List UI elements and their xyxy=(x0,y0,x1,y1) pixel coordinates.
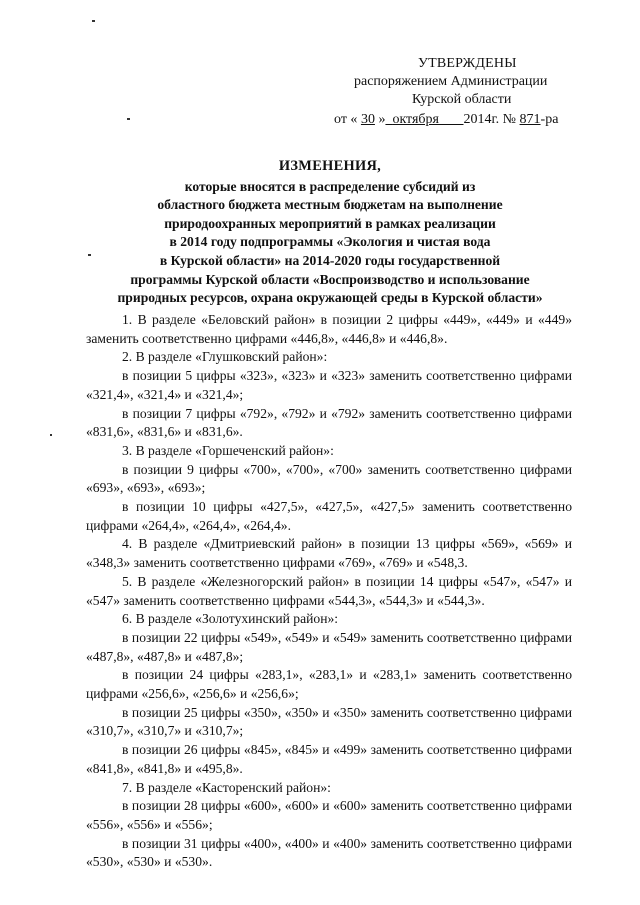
order-number: 871 xyxy=(519,112,541,127)
paragraph-subitem: в позиции 31 цифры «400», «400» и «400» заменить соответственно цифрами «530», «530» и «530». xyxy=(86,835,572,870)
scan-speck xyxy=(127,118,130,120)
paragraph-subitem: в позиции 7 цифры «792», «792» и «792» заменить соответственно цифрами «831,6», «831,6» и «831,6». xyxy=(86,405,572,440)
heading-line: областного бюджета местным бюджетам на выполнение xyxy=(157,197,503,213)
heading-line: в Курской области» на 2014-2020 годы государственной xyxy=(159,252,501,268)
approval-stamp xyxy=(320,55,610,129)
heading-line: программы Курской области «Воспроизводство и использование xyxy=(130,271,530,287)
heading-line: природных ресурсов, охрана окружающей среды в Курской области» xyxy=(117,290,543,306)
date-month: октября xyxy=(392,112,439,127)
approval-date-line xyxy=(320,111,610,129)
heading-line: которые вносятся в распределение субсидий из xyxy=(184,178,476,194)
approval-title: УТВЕРЖДЕНЫ xyxy=(418,56,517,71)
paragraph-subitem: в позиции 26 цифры «845», «845» и «499» заменить соответственно цифрами «841,8», «841,8» и «495,8». xyxy=(86,742,572,776)
scan-speck xyxy=(92,20,95,22)
date-mid: » xyxy=(378,112,386,127)
paragraph-item-7: 7. В разделе «Касторенский район»: xyxy=(122,779,331,795)
paragraph-subitem: в позиции 25 цифры «350», «350» и «350» заменить соответственно цифрами «310,7», «310,7» и «310,7»; xyxy=(86,704,572,739)
paragraph-subitem: в позиции 28 цифры «600», «600» и «600» заменить соответственно цифрами «556», «556» и «556»; xyxy=(86,798,572,832)
paragraph-item-1: 1. В разделе «Беловский район» в позиции 2 цифры «449», «449» и «449» заменить соответственно цифрами «446,8», «446,8» и «446,8». xyxy=(86,312,572,346)
heading-line: в 2014 году подпрограммы «Экология и чистая вода xyxy=(169,234,491,250)
scan-speck xyxy=(50,434,52,436)
paragraph-item-3: 3. В разделе «Горшеченский район»: xyxy=(122,442,334,458)
date-prefix: от « xyxy=(334,112,358,127)
heading-line: природоохранных мероприятий в рамках реализации xyxy=(164,215,496,231)
document-heading xyxy=(60,157,600,308)
paragraph-subitem: в позиции 24 цифры «283,1», «283,1» и «283,1» заменить соответственно цифрами «256,6», «256,6» и «256,6»; xyxy=(86,667,572,702)
heading-title: ИЗМЕНЕНИЯ, xyxy=(278,158,382,174)
document-body xyxy=(86,311,572,872)
order-suffix: -ра xyxy=(540,112,559,127)
paragraph-item-6: 6. В разделе «Золотухинский район»: xyxy=(122,611,339,627)
paragraph-subitem: в позиции 5 цифры «323», «323» и «323» заменить соответственно цифрами «321,4», «321,4» и «321,4»; xyxy=(86,368,572,402)
paragraph-item-4: 4. В разделе «Дмитриевский район» в позиции 13 цифры «569», «569» и «348,3» заменить соответственно цифрами «769», «769» и «548,3. xyxy=(86,536,572,571)
date-year: 2014г. № xyxy=(463,112,517,127)
paragraph-item-5: 5. В разделе «Железногорский район» в позиции 14 цифры «547», «547» и «547» заменить соответственно цифрами «544,3», «544,3» и «544,3». xyxy=(86,573,572,608)
paragraph-subitem: в позиции 22 цифры «549», «549» и «549» заменить соответственно цифрами «487,8», «487,8» и «487,8»; xyxy=(86,629,572,664)
approval-line: Курской области xyxy=(412,92,512,107)
paragraph-item-2: 2. В разделе «Глушковский район»: xyxy=(122,349,328,365)
approval-line: распоряжением Администрации xyxy=(354,74,548,89)
date-day: 30 xyxy=(360,112,375,127)
paragraph-subitem: в позиции 9 цифры «700», «700», «700» заменить соответственно цифрами «693», «693», «693»; xyxy=(86,461,572,496)
paragraph-subitem: в позиции 10 цифры «427,5», «427,5», «427,5» заменить соответственно цифрами «264,4», «264,4», «264,4». xyxy=(86,499,572,533)
